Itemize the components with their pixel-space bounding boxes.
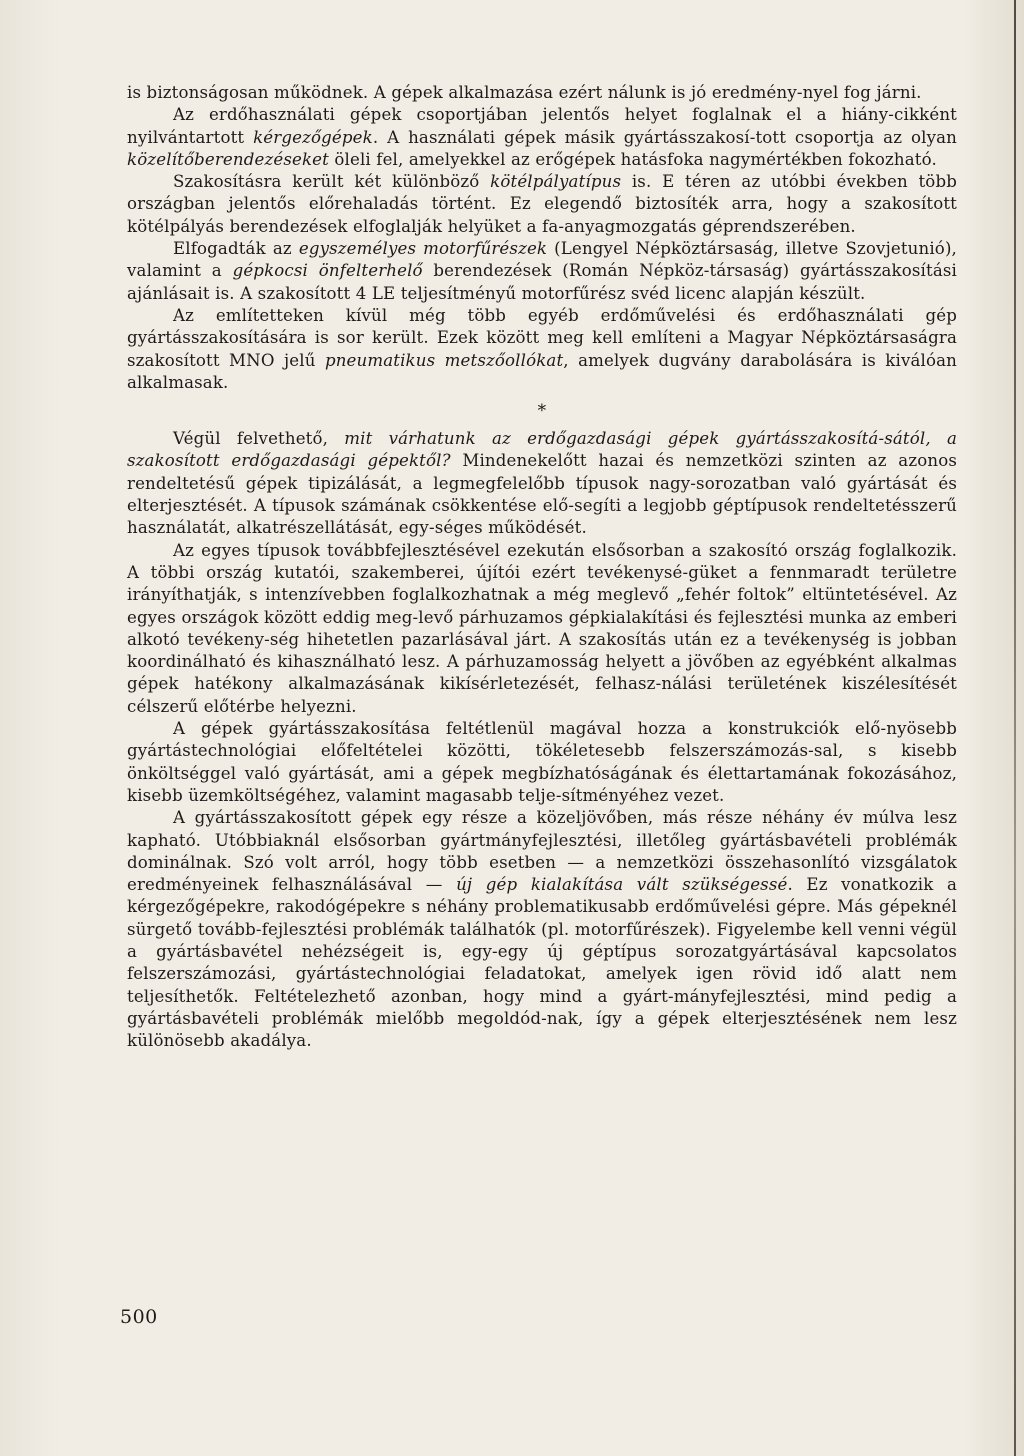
text-run: Mindenekelőtt hazai és nemzetközi szinten az azonos rendeltetésű gépek tipizálását, a legmegfelelőbb típusok nagy-sorozatban való gyártását és elterjesztését. A típusok számának csökkentése elő-segíti a legjobb géptípusok rendeltetésszerű használatát, alkatrészellátását, egy-séges működését.: [127, 451, 957, 538]
page-edge-shadow: [1014, 0, 1016, 1456]
bottom-section: [127, 428, 957, 1052]
body-text: [127, 82, 957, 1052]
italic-phrase: mit várhatunk az erdőgazdasági gépek gyártásszakosítá-sától, a szakosított erdőgazdasági gépektől?: [127, 429, 957, 471]
text-run: Az erdőhasználati gépek csoportjában jelentős helyet foglalnak el a hiány-cikként nyilvántartott: [127, 105, 957, 147]
italic-phrase: kérgezőgépek: [253, 127, 373, 147]
paragraph: [127, 238, 957, 305]
paragraph: Az egyes típusok továbbfejlesztésével ezekután elsősorban a szakosító ország foglalkozik. A többi ország kutatói, szakemberei, újítói ezért tevékenysé-güket a fennmaradt területre irányíthatják, s intenzívebben foglalkozhatnak a még meglevő „fehér foltok” eltüntetésével. Az egyes országok között eddig meg-levő párhuzamos gépkialakítási és fejlesztési munka az emberi alkotó tevékeny-ség hihetetlen pazarlásával járt. A szakosítás után ez a tevékenység is jobban koordinálható és kihasználható lesz. A párhuzamosság helyett a jövőben az egyébként alkalmas gépek hatékony alkalmazásának kikísérletezését, felhasz-nálási területének kiszélesítését célszerű előtérbe helyezni.: [127, 540, 957, 716]
italic-phrase: gépkocsi önfelterhelő: [232, 261, 423, 281]
page-number: 500: [120, 1306, 158, 1328]
text-run: Végül felvethető,: [173, 429, 345, 449]
text-run: Szakosításra került két különböző: [173, 172, 491, 192]
paragraph: [127, 171, 957, 238]
text-run: is. E téren az utóbbi években több országban jelentős előrehaladás történt. Ez elegendő biztosíték arra, hogy a szakosított kötélpályás berendezések elfoglalják helyüket a fa-anyagmozgatás géprendszerében.: [127, 172, 957, 236]
text-run: A gyártásszakosított gépek egy része a közeljövőben, más része néhány év múlva lesz kapható. Utóbbiaknál elsősorban gyártmányfejlesztési, illetőleg gyártásbavételi problémák dominálnak. Szó volt arról, hogy több esetben — a nemzetközi összehasonlító vizsgálatok eredményeinek felhasználásával —: [127, 808, 957, 895]
text-run: . Ez vonatkozik a kérgezőgépekre, rakodógépekre s néhány problematikusabb erdőművelési gépre. Más gépeknél sürgető tovább-fejlesztési problémák találhatók (pl. motorfűrészek). Figyelembe kell venni végül a gyártásbavétel nehézségeit is, egy-egy új géptípus sorozatgyártásával kapcsolatos felszerszámozási, gyártástechnológiai feladatokat, amelyek igen rövid idő alatt nem teljesíthetők. Feltételezhető azonban, hogy mind a gyárt-mányfejlesztési, mind pedig a gyártásbavételi problémák mielőbb megoldód-nak, így a gépek elterjesztésének nem lesz különösebb akadálya.: [127, 875, 957, 1051]
italic-phrase: pneumatikus metszőollókat: [324, 350, 564, 370]
paragraph: [127, 305, 957, 394]
italic-phrase: kötélpályatípus: [490, 172, 622, 192]
text-run: Az említetteken kívül még több egyéb erdőművelési és erdőhasználati gép gyártásszakosítására is sor került. Ezek között meg kell említeni a Magyar Népköztársaságra szakosított MNO jelű: [127, 305, 957, 370]
paragraph: is biztonságosan működnek. A gépek alkalmazása ezért nálunk is jó eredmény-nyel fog járni.: [127, 83, 922, 102]
text-run: . A használati gépek másik gyártásszakosí-tott csoportja az olyan: [372, 127, 957, 147]
italic-phrase: egyszemélyes motorfűrészek: [298, 239, 548, 259]
italic-phrase: közelítőberendezéseket: [127, 149, 329, 169]
paragraph: [127, 428, 957, 539]
section-separator: *: [537, 401, 547, 422]
paragraph: [127, 807, 957, 1052]
text-run: (Lengyel Népköztársaság, illetve Szovjetunió), valamint a: [127, 239, 957, 281]
text-run: berendezések (Román Népköz-társaság) gyártásszakosítási ajánlásait is. A szakosított 4 LE teljesítményű motorfűrész svéd licenc alapján készült.: [127, 261, 957, 303]
italic-phrase: új gép kialakítása vált szükségessé: [456, 875, 788, 895]
paragraph: [127, 104, 957, 171]
paragraph: A gépek gyártásszakosítása feltétlenül magával hozza a konstrukciók elő-nyösebb gyártástechnológiai előfeltételei közötti, tökéletesebb felszerszámozás-sal, s kisebb önköltséggel való gyártását, ami a gépek megbízhatóságának és élettartamának fokozásához, kisebb üzemköltségéhez, valamint magasabb telje-sítményéhez vezet.: [127, 719, 957, 805]
text-run: öleli fel, amelyekkel az erőgépek hatásfoka nagymértékben fokozható.: [328, 149, 937, 169]
text-run: , amelyek dugvány darabolására is kiválóan alkalmasak.: [127, 350, 957, 392]
top-section: [127, 82, 957, 394]
text-run: Elfogadták az: [173, 239, 299, 259]
